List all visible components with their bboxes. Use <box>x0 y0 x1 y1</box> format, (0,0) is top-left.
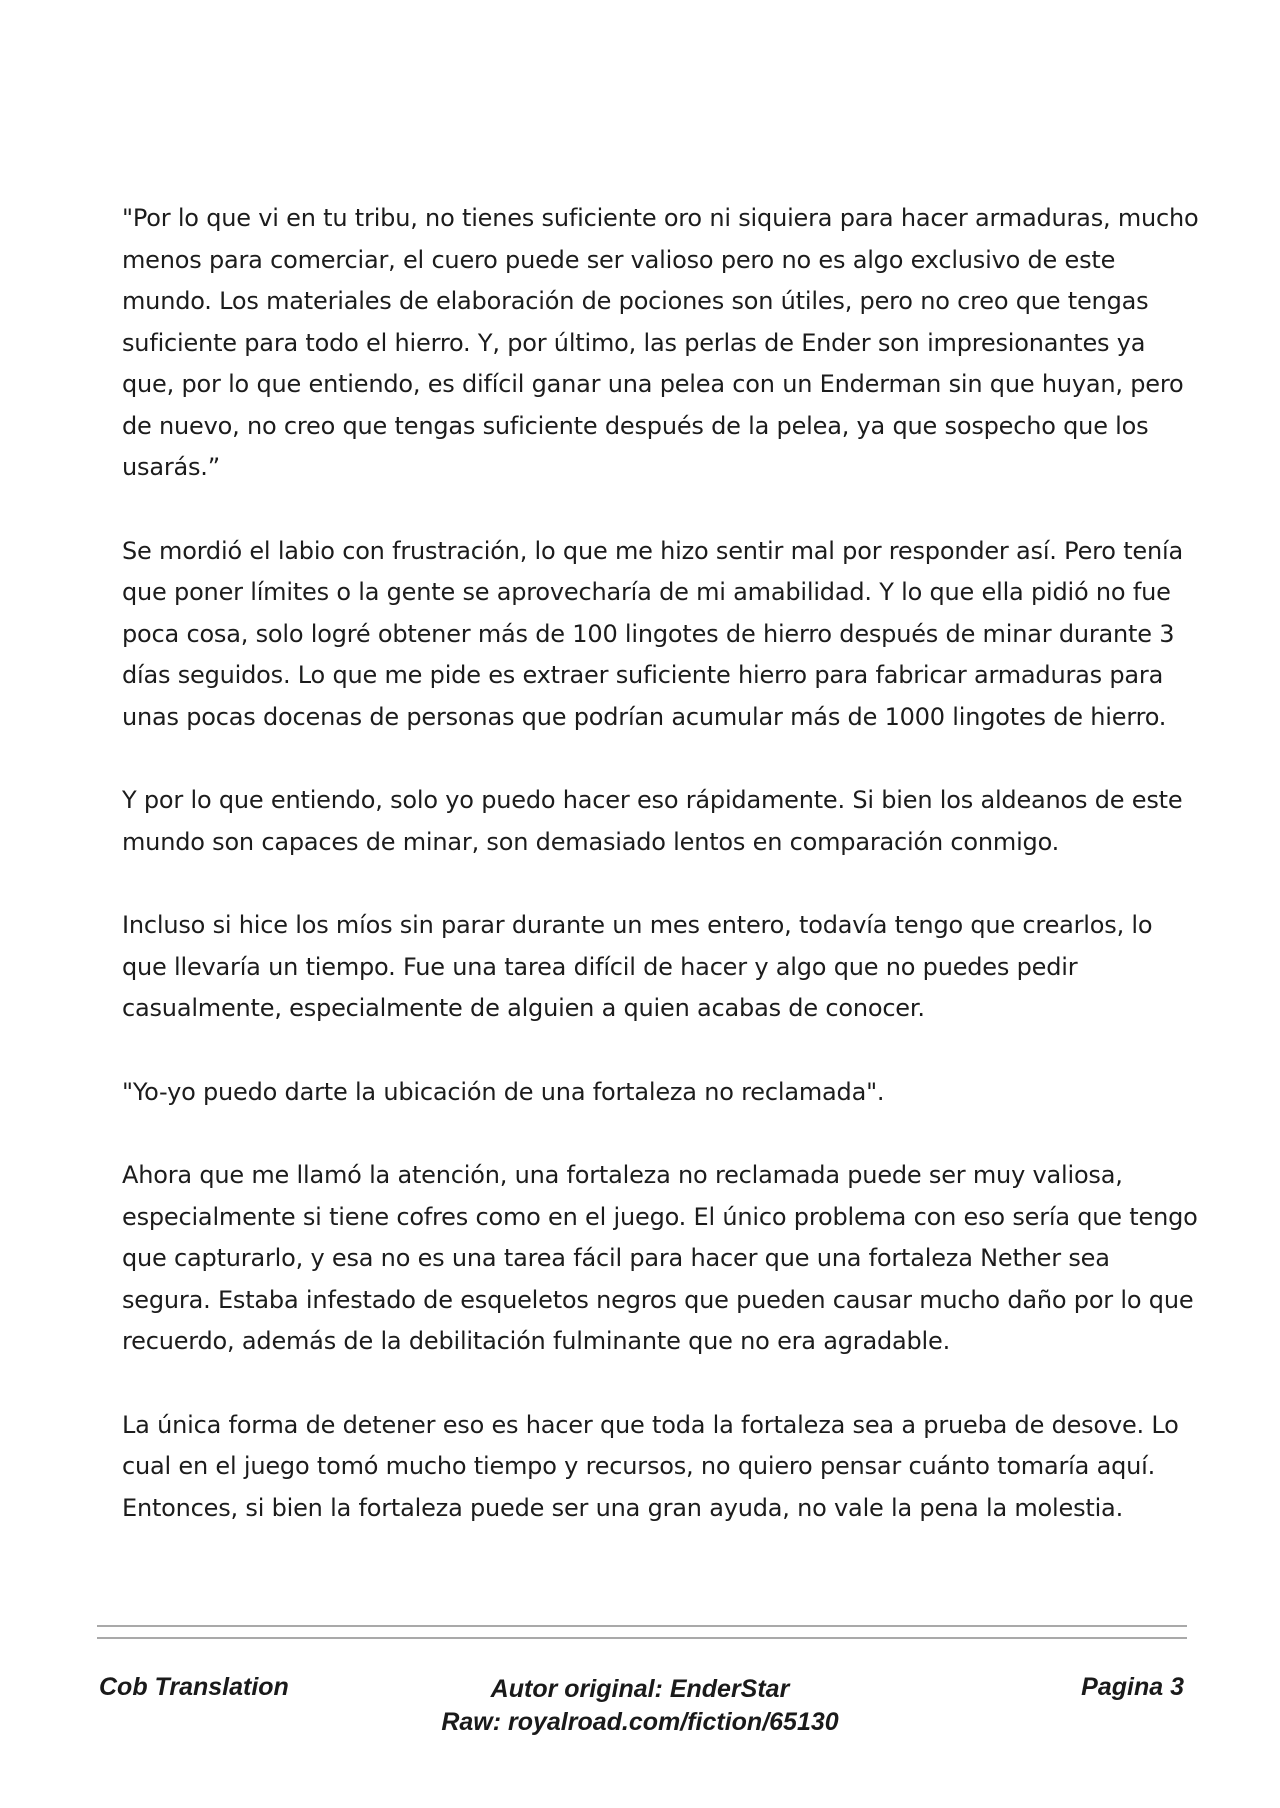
paragraph: Y por lo que entiendo, solo yo puedo hacer eso rápidamente. Si bien los aldeanos de este mundo son capaces de minar, son demasiado lentos en comparación conmigo. <box>122 786 1183 856</box>
footer-page-number: Pagina 3 <box>1081 1673 1184 1701</box>
footer-translator: Cob Translation <box>99 1673 289 1701</box>
paragraph: Se mordió el labio con frustración, lo que me hizo sentir mal por responder así. Pero tenía que poner límites o la gente se aprovecharía de mi amabilidad. Y lo que ella pidió no fue poca cosa, solo logré obtener más de 100 lingotes de hierro después de minar durante 3 días seguidos. Lo que me pide es extraer suficiente hierro para fabricar armaduras para unas pocas docenas de personas que podrían acumular más de 1000 lingotes de hierro. <box>122 536 1183 731</box>
footer-source: Raw: royalroad.com/fiction/65130 <box>441 1708 839 1736</box>
footer-author: Autor original: EnderStar <box>490 1675 790 1703</box>
footer-divider-bottom <box>97 1637 1187 1639</box>
paragraph: La única forma de detener eso es hacer que toda la fortaleza sea a prueba de desove. Lo cual en el juego tomó mucho tiempo y recursos, no quiero pensar cuánto tomaría aquí. Entonces, si bien la fortaleza puede ser una gran ayuda, no vale la pena la molestia. <box>122 1410 1179 1522</box>
document-body <box>122 198 1202 1571</box>
footer-divider-top <box>97 1625 1187 1627</box>
paragraph: Ahora que me llamó la atención, una fortaleza no reclamada puede ser muy valiosa, especialmente si tiene cofres como en el juego. El único problema con eso sería que tengo que capturarlo, y esa no es una tarea fácil para hacer que una fortaleza Nether sea segura. Estaba infestado de esqueletos negros que pueden causar mucho daño por lo que recuerdo, además de la debilitación fulminante que no era agradable. <box>122 1161 1198 1355</box>
paragraph: "Por lo que vi en tu tribu, no tienes suficiente oro ni siquiera para hacer armaduras, mucho menos para comerciar, el cuero puede ser valioso pero no es algo exclusivo de este mundo. Los materiales de elaboración de pociones son útiles, pero no creo que tengas suficiente para todo el hierro. Y, por último, las perlas de Ender son impresionantes ya que, por lo que entiendo, es difícil ganar una pelea con un Enderman sin que huyan, pero de nuevo, no creo que tengas suficiente después de la pelea, ya que sospecho que los usarás.” <box>122 204 1199 481</box>
paragraph: Incluso si hice los míos sin parar durante un mes entero, todavía tengo que crearlos, lo que llevaría un tiempo. Fue una tarea difícil de hacer y algo que no puedes pedir casualmente, especialmente de alguien a quien acabas de conocer. <box>122 911 1153 1022</box>
paragraph: "Yo-yo puedo darte la ubicación de una fortaleza no reclamada". <box>122 1077 885 1106</box>
footer-credits <box>441 1673 838 1739</box>
